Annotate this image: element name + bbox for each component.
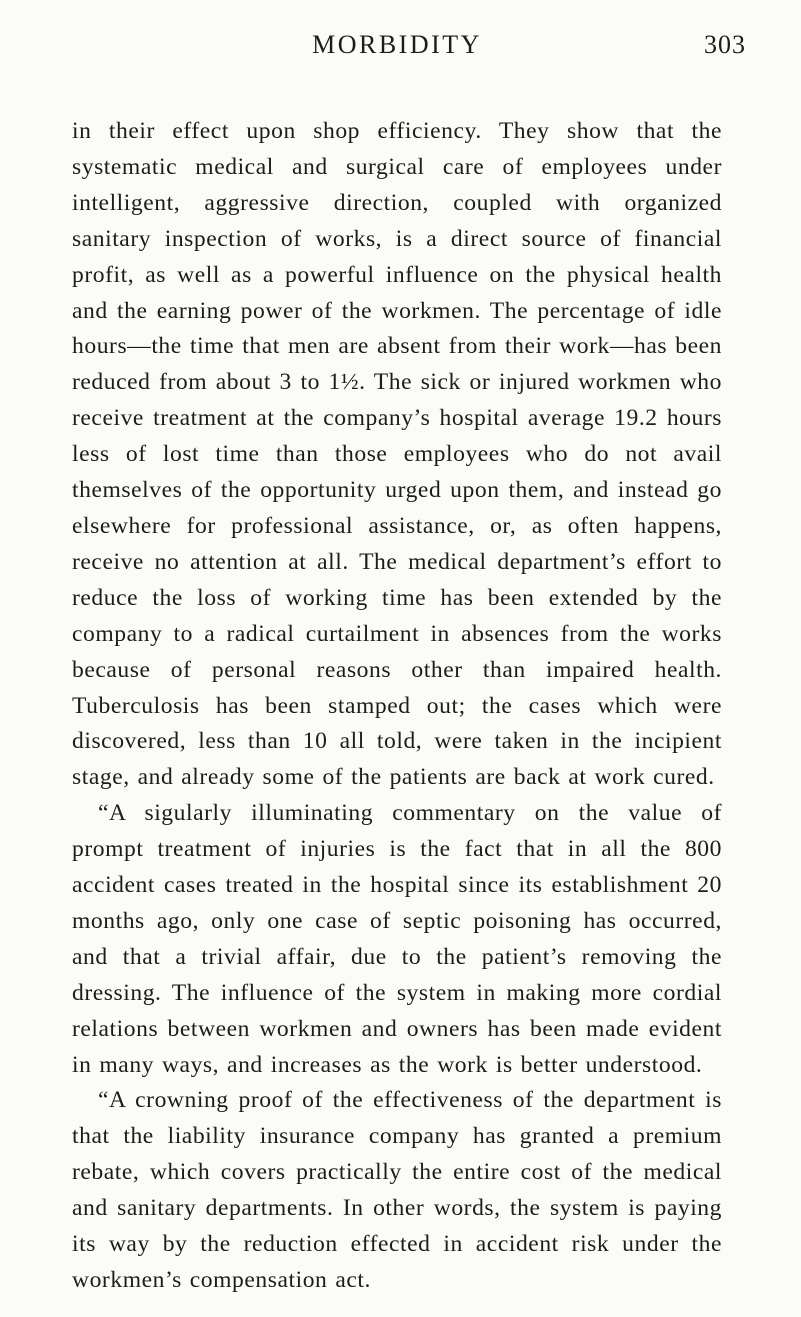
book-page	[72, 30, 746, 1299]
page-number: 303	[704, 30, 746, 59]
paragraph-1: in their effect upon shop efficiency. They show that the systematic medical and surgical care of employees under intelligent, aggressive direction, coupled with organized sanitary inspection of works, is a direct source of financial profit, as well as a powerful influence on the physical health and the earning power of the workmen. The percentage of idle hours—the time that men are absent from their work—has been reduced from about 3 to 1½. The sick or injured workmen who receive treatment at the company’s hospital average 19.2 hours less of lost time than those employees who do not avail themselves of the opportunity urged upon them, and instead go elsewhere for professional assistance, or, as often happens, receive no attention at all. The medical department’s effort to reduce the loss of working time has been extended by the company to a radical curtailment in absences from the works because of personal reasons other than impaired health. Tuberculosis has been stamped out; the cases which were discovered, less than 10 all told, were taken in the incipient stage, and already some of the patients are back at work cured.	[72, 118, 722, 791]
running-title: MORBIDITY	[312, 30, 482, 59]
running-head	[72, 30, 746, 70]
body-text	[72, 114, 722, 1299]
paragraph-3: “A crowning proof of the effectiveness of the department is that the liability insurance company has granted a premium rebate, which covers practically the entire cost of the medical and sanitary departments. In other words, the system is paying its way by the reduction effected in accident risk under the workmen’s compensation act.	[72, 1087, 722, 1293]
paragraph-2: “A sigularly illuminating commentary on the value of prompt treatment of injuries is the fact that in all the 800 accident cases treated in the hospital since its establishment 20 months ago, only one case of septic poisoning has occurred, and that a trivial affair, due to the patient’s removing the dressing. The influence of the system in making more cordial relations between workmen and owners has been made evident in many ways, and increases as the work is better understood.	[72, 800, 722, 1078]
